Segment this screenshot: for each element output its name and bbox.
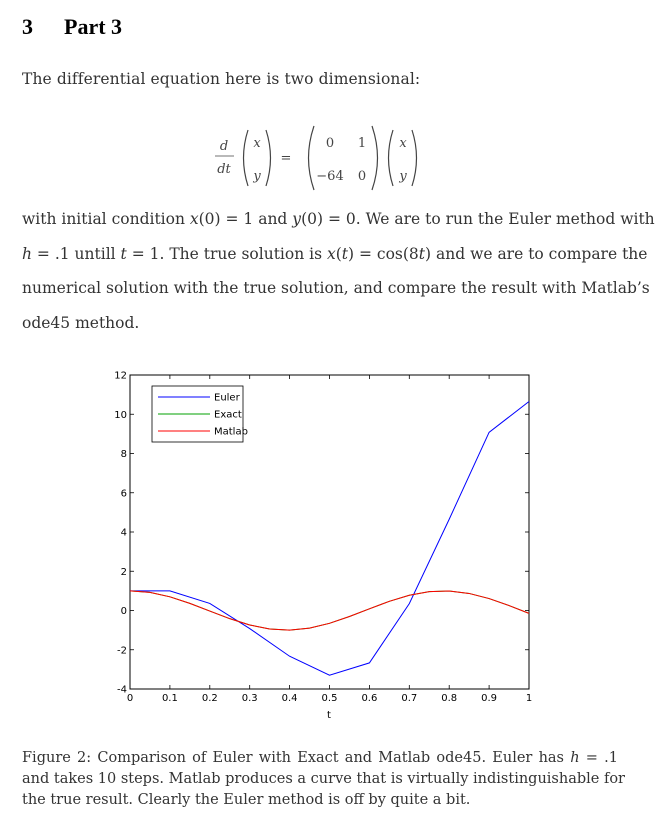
eq-d: d	[219, 139, 229, 154]
x-tick-label: 0.7	[401, 693, 418, 704]
caption-line-3: the true result. Clearly the Euler method is off by quite a bit.	[22, 792, 471, 808]
x-tick-label: 0.3	[241, 693, 258, 704]
legend-label-exact: Exact	[214, 409, 242, 421]
caption-line-1: Figure 2: Comparison of Euler with Exact and Matlab ode45. Euler has h = .1	[22, 750, 619, 766]
figure-caption	[22, 748, 625, 811]
eq-vec1-top: x	[253, 136, 261, 151]
eq-vec2-bottom: y	[399, 169, 407, 184]
section-number: 3	[22, 14, 33, 39]
y-tick-label: 2	[120, 566, 127, 578]
eq-m22: 0	[357, 169, 367, 184]
eq-paren-left-1	[244, 130, 249, 186]
y-tick-label: -4	[117, 684, 127, 696]
math-symbol: h	[22, 244, 32, 263]
body-paragraph	[22, 202, 655, 340]
eq-paren-left-3	[389, 130, 394, 186]
x-tick-label: 0.8	[441, 693, 458, 704]
chart-svg	[100, 366, 540, 726]
y-tick-label: 8	[120, 449, 127, 460]
y-tick-label: -2	[117, 645, 127, 657]
math-symbol: x	[326, 244, 336, 263]
paragraph-line-4: ode45 method.	[22, 313, 140, 332]
x-tick-label: 0.5	[321, 693, 338, 704]
legend-label-matlab: Matlab	[214, 426, 248, 438]
paragraph-line-1: with initial condition x(0) = 1 and y(0) = 0. We are to run the Euler method with	[22, 210, 655, 228]
y-tick-label: 4	[120, 527, 127, 539]
x-tick-label: 0.2	[201, 693, 218, 704]
x-tick-label: 0	[126, 693, 134, 704]
legend-label-euler: Euler	[214, 392, 240, 404]
section-title: Part 3	[64, 14, 123, 39]
y-tick-label: 12	[114, 370, 127, 382]
math-symbol: y	[292, 210, 302, 228]
math-symbol: t	[341, 244, 349, 263]
eq-paren-left-2	[309, 126, 315, 190]
math-symbol: t	[120, 244, 127, 263]
math-symbol: t	[418, 244, 426, 263]
eq-paren-right-1	[266, 130, 271, 186]
x-tick-label: 1	[525, 693, 533, 704]
eq-paren-right-3	[412, 130, 417, 186]
eq-vec1-bottom: y	[253, 169, 261, 184]
eq-paren-right-2	[372, 126, 378, 190]
caption-line-2: and takes 10 steps. Matlab produces a curve that is virtually indistinguishable for	[22, 771, 625, 787]
eq-m11: 0	[325, 136, 335, 151]
x-tick-label: 0.1	[161, 693, 178, 704]
paragraph-line-2: h = .1 untill t = 1. The true solution is x(t) = cos(8t) and we are to compare the	[22, 244, 648, 263]
y-tick-label: 0	[120, 606, 127, 617]
eq-dt: dt	[217, 162, 231, 177]
eq-equals: =	[280, 151, 292, 166]
y-tick-label: 6	[120, 488, 127, 500]
x-tick-label: 0.6	[361, 693, 378, 704]
intro-text: The differential equation here is two dimensional:	[22, 70, 421, 88]
math-symbol: x	[189, 210, 199, 228]
paragraph-line-3: numerical solution with the true solution, and compare the result with Matlab’s	[22, 279, 650, 297]
differential-equation	[210, 118, 430, 198]
eq-vec2-top: x	[399, 136, 407, 151]
x-axis-label: t	[327, 710, 331, 721]
legend	[152, 386, 248, 442]
section-heading	[22, 14, 122, 40]
y-tick-label: 10	[114, 409, 127, 421]
figure-2-chart	[100, 366, 540, 726]
eq-m12: 1	[357, 136, 367, 151]
x-tick-label: 0.4	[281, 693, 298, 704]
x-tick-label: 0.9	[481, 693, 498, 704]
math-symbol: h	[570, 750, 580, 766]
eq-m21: −64	[316, 169, 344, 184]
